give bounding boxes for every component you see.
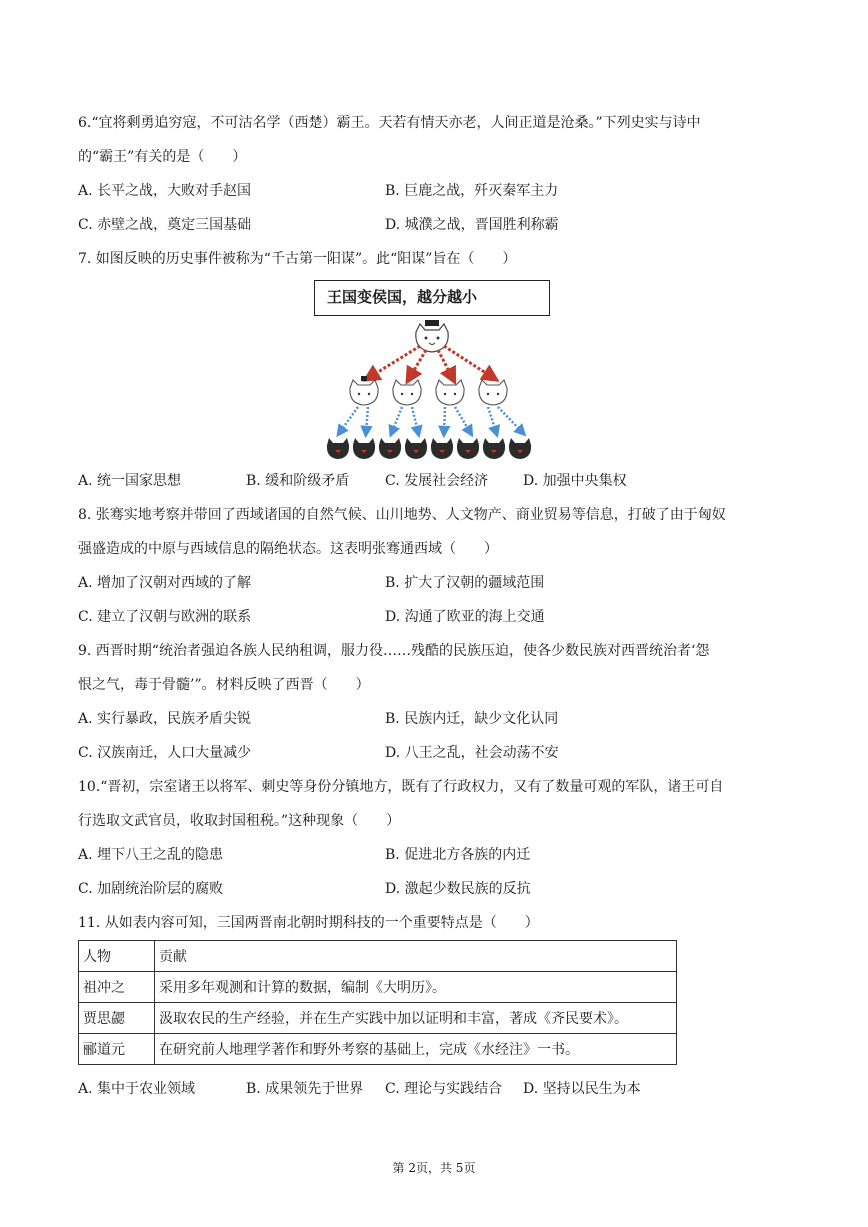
q7-option-d: D. 加强中央集权 [523,473,627,489]
q6-stem-line1: 6.“宜将剩勇追穷寇，不可沽名学（西楚）霸王。天若有情天亦老，人间正道是沧桑。”下列史实与诗中 [78,115,701,131]
q6-option-d: D. 城濮之战，晋国胜利称霸 [385,217,559,233]
vassal-hierarchy-diagram [312,280,556,462]
q7-stem-line1: 7. 如图反映的历史事件被称为“千古第一阳谋”。此“阳谋”旨在（ ） [78,251,517,267]
table-cell: 郦道元 [79,1034,155,1065]
q8-stem-line1: 8. 张骞实地考察并带回了西域诸国的自然气候、山川地势、人文物产、商业贸易等信息，打破了由于匈奴 [78,507,726,523]
lord-cats-icon [350,376,507,405]
q9-option-b: B. 民族内迁，缺少文化认同 [385,711,559,727]
q9-stem-line1: 9. 西晋时期“统治者强迫各族人民纳租调，服力役……残酷的民族压迫，使各少数民族对西晋统治者‘怨 [78,643,710,659]
q10-stem-line1: 10.“晋初，宗室诸王以将军、刺史等身份分镇地方，既有了行政权力，又有了数量可观的军队，诸王可自 [78,779,724,795]
table-row [79,1003,677,1034]
page-footer: 第 2页，共 5页 [392,1161,476,1175]
q10-option-c: C. 加剧统治阶层的腐败 [78,881,224,897]
table-header-row [79,941,677,972]
table-cell: 祖冲之 [79,972,155,1003]
q7-option-c: C. 发展社会经济 [385,473,489,489]
q10-stem-line2: 行选取文武官员，收取封国租税。”这种现象（ ） [78,813,401,829]
q11-option-d: D. 坚持以民生为本 [523,1081,641,1097]
q8-option-d: D. 沟通了欧亚的海上交通 [385,609,545,625]
table-header-cell: 贡献 [155,941,677,972]
table-row [79,1034,677,1065]
q6-option-c: C. 赤壁之战，奠定三国基础 [78,217,252,233]
table-cell: 汲取农民的生产经验，并在生产实践中加以证明和丰富，著成《齐民要术》。 [155,1003,677,1034]
q8-option-c: C. 建立了汉朝与欧洲的联系 [78,609,252,625]
q9-stem-line2: 恨之气，毒于骨髓’”。材料反映了西晋（ ） [78,677,370,693]
q10-option-b: B. 促进北方各族的内迁 [385,847,531,863]
table-row [79,972,677,1003]
q11-option-c: C. 理论与实践结合 [385,1081,503,1097]
q7-option-a: A. 统一国家思想 [78,473,182,489]
q10-option-a: A. 埋下八王之乱的隐患 [78,847,224,863]
q9-option-a: A. 实行暴政，民族矛盾尖锐 [78,711,252,727]
table-cell: 在研究前人地理学著作和野外考察的基础上，完成《水经注》一书。 [155,1034,677,1065]
table-cell: 贾思勰 [79,1003,155,1034]
q11-option-b: B. 成果领先于世界 [246,1081,364,1097]
q7-option-b: B. 缓和阶级矛盾 [246,473,350,489]
figure-title: 王国变侯国，越分越小 [314,280,550,316]
q8-option-b: B. 扩大了汉朝的疆域范围 [385,575,545,591]
table-cell: 采用多年观测和计算的数据，编制《大明历》。 [155,972,677,1003]
q6-option-a: A. 长平之战，大败对手赵国 [78,183,252,199]
q9-option-c: C. 汉族南迁，人口大量减少 [78,745,252,761]
q6-stem-line2: 的“霸王”有关的是（ ） [78,149,247,165]
table-header-cell: 人物 [79,941,155,972]
q10-option-d: D. 激起少数民族的反抗 [385,881,531,897]
q8-option-a: A. 增加了汉朝对西域的了解 [78,575,252,591]
q11-stem-line1: 11. 从如表内容可知，三国两晋南北朝时期科技的一个重要特点是（ ） [78,915,539,931]
q6-option-b: B. 巨鹿之战，歼灭秦军主力 [385,183,559,199]
q11-table [78,940,677,1065]
q8-stem-line2: 强盛造成的中原与西域信息的隔绝状态。这表明张骞通西域（ ） [78,541,498,557]
q9-option-d: D. 八王之乱，社会动荡不安 [385,745,559,761]
q11-option-a: A. 集中于农业领域 [78,1081,196,1097]
vassal-cats-icon [327,438,531,459]
q7-figure [312,280,556,462]
